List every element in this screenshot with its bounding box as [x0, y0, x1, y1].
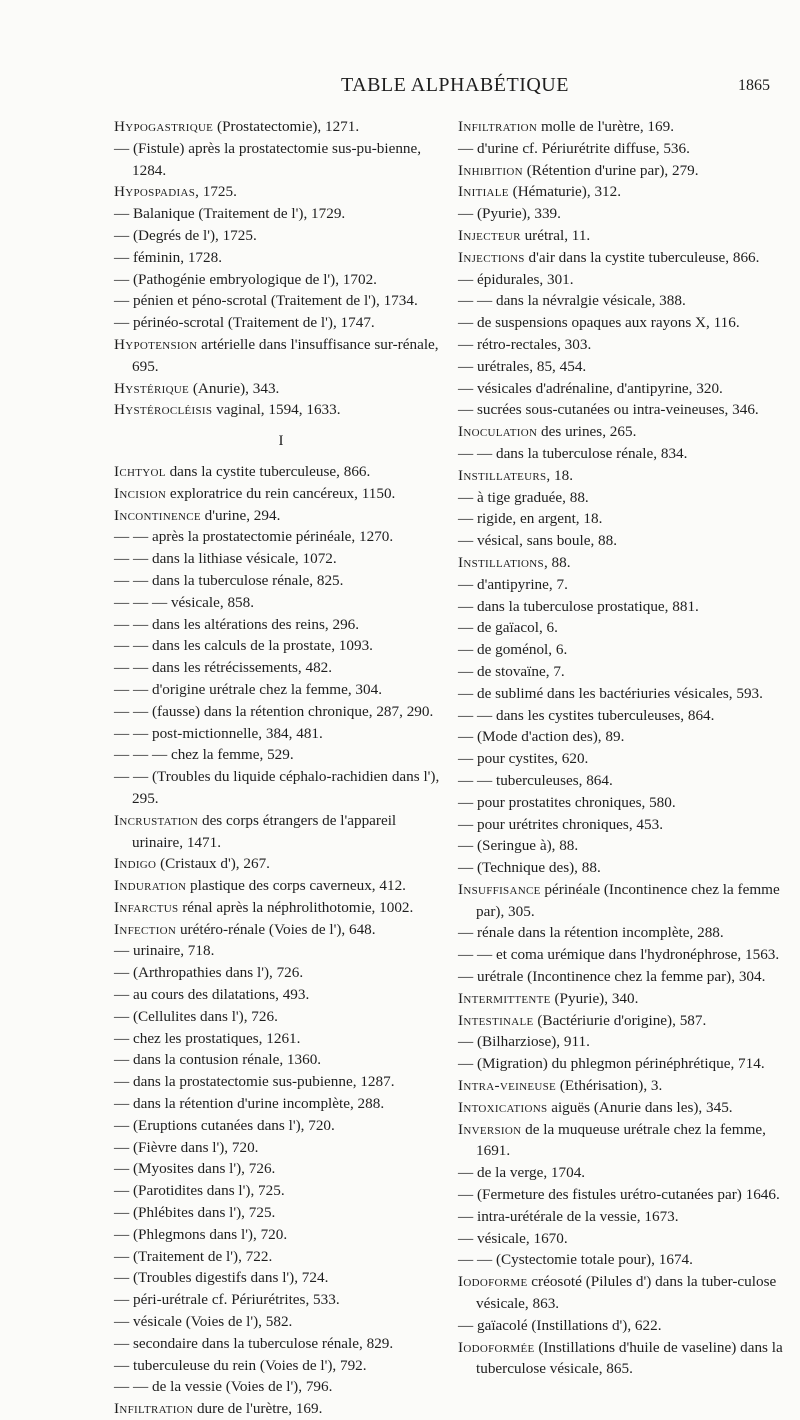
entry-text: — — (Cystectomie totale pour), 1674.: [458, 1251, 693, 1269]
entry-text: — — (fausse) dans la rétention chronique, 287, 290.: [114, 702, 434, 720]
entry-text: — — — vésicale, 858.: [114, 593, 255, 611]
index-entry: [114, 875, 448, 897]
index-entry: [114, 984, 448, 1006]
index-entry: [114, 290, 448, 312]
index-entry: [114, 548, 448, 570]
entry-headword: Infiltration: [458, 118, 538, 135]
entry-text: — au cours des dilatations, 493.: [114, 986, 310, 1004]
entry-text: des urines, 265.: [537, 423, 637, 441]
index-entry: [458, 247, 794, 269]
entry-headword: Hypotension: [114, 335, 198, 353]
index-entry: [458, 770, 794, 792]
index-entry: [458, 705, 794, 727]
index-entry: [458, 835, 794, 857]
index-column-left: [114, 116, 448, 1420]
index-entry: [458, 944, 794, 966]
entry-headword: Inhibition: [458, 161, 523, 179]
index-entry: [458, 1075, 794, 1097]
index-entry: [114, 181, 448, 203]
index-entry: [458, 160, 794, 182]
entry-headword: Hypogastrique: [114, 118, 214, 135]
entry-text: — périnéo-scrotal (Traitement de l'), 1747.: [114, 314, 375, 332]
index-entry: [458, 530, 794, 552]
entry-text: — — d'origine urétrale chez la femme, 304.: [114, 680, 382, 698]
entry-text: — rigide, en argent, 18.: [458, 510, 603, 528]
entry-text: (Prostatectomie), 1271.: [213, 118, 360, 135]
entry-headword: Instillateurs: [458, 466, 547, 484]
index-entry: [114, 225, 448, 247]
entry-text: — dans la prostatectomie sus-pubienne, 1287.: [114, 1073, 395, 1091]
entry-text: , 88.: [543, 553, 571, 571]
index-entry: [458, 1162, 794, 1184]
entry-text: — de gaïacol, 6.: [458, 619, 558, 637]
entry-text: — rétro-rectales, 303.: [458, 335, 592, 353]
index-entry: [114, 526, 448, 548]
index-entry: [114, 334, 448, 378]
index-entry: [114, 138, 448, 182]
entry-text: aiguës (Anurie dans les), 345.: [547, 1098, 733, 1116]
entry-text: — (Degrés de l'), 1725.: [114, 226, 257, 244]
entry-text: urétral, 11.: [520, 226, 591, 244]
index-entry: [114, 1180, 448, 1202]
entry-text: — (Pathogénie embryologique de l'), 1702.: [114, 270, 377, 288]
entry-headword: Intestinale: [458, 1011, 534, 1029]
index-entry: [458, 1337, 794, 1381]
entry-text: — (Eruptions cutanées dans l'), 720.: [114, 1116, 335, 1134]
index-entry: [458, 748, 794, 770]
entry-text: (Anurie), 343.: [189, 379, 280, 397]
index-entry: [114, 744, 448, 766]
index-entry: [114, 1376, 448, 1398]
index-entry: [458, 857, 794, 879]
entry-text: — — post-mictionnelle, 384, 481.: [114, 724, 323, 742]
entry-text: — (Phlébites dans l'), 725.: [114, 1204, 276, 1222]
entry-text: — dans la rétention d'urine incomplète, 288.: [114, 1095, 385, 1113]
entry-headword: Intoxications: [458, 1098, 548, 1116]
index-entry: [458, 617, 794, 639]
entry-text: — — après la prostatectomie périnéale, 1270.: [114, 528, 394, 546]
entry-text: — intra-urétérale de la vessie, 1673.: [458, 1207, 679, 1225]
index-entry: [114, 962, 448, 984]
index-entry: [458, 116, 794, 138]
index-entry: [458, 269, 794, 291]
index-entry: [114, 1071, 448, 1093]
entry-text: — vésicale (Voies de l'), 582.: [114, 1313, 293, 1331]
index-entry: [458, 508, 794, 530]
entry-headword: Injections: [458, 248, 525, 266]
index-entry: [114, 399, 448, 421]
index-entry: [114, 1006, 448, 1028]
index-entry: [458, 814, 794, 836]
entry-text: — sucrées sous-cutanées ou intra-veineuses, 346.: [458, 401, 759, 419]
entry-text: — (Fistule) après la prostatectomie sus-pu-bienne, 1284.: [114, 139, 422, 179]
index-entry: [458, 1228, 794, 1250]
index-entry: [114, 1137, 448, 1159]
entry-text: — féminin, 1728.: [114, 248, 222, 266]
index-entry: [114, 1158, 448, 1180]
entry-headword: Hystérocléisis: [114, 401, 213, 419]
index-entry: [458, 639, 794, 661]
entry-text: — (Parotidites dans l'), 725.: [114, 1182, 285, 1200]
entry-text: — de la verge, 1704.: [458, 1164, 586, 1182]
entry-text: — de goménol, 6.: [458, 641, 568, 659]
index-entry: [458, 443, 794, 465]
entry-headword: Induration: [114, 877, 187, 895]
entry-headword: Instillations: [458, 553, 544, 571]
entry-headword: Infarctus: [114, 898, 179, 916]
index-entry: [114, 1115, 448, 1137]
entry-headword: Iodoforme: [458, 1273, 528, 1291]
index-entry: [114, 810, 448, 854]
entry-text: — de sublimé dans les bactériuries vésicales, 593.: [458, 684, 763, 702]
entry-headword: Intra-veineuse: [458, 1077, 557, 1095]
index-entry: [114, 1093, 448, 1115]
entry-text: — (Cellulites dans l'), 726.: [114, 1007, 278, 1025]
index-entry: [458, 1249, 794, 1271]
entry-headword: Inversion: [458, 1120, 522, 1138]
page-number: 1865: [738, 77, 770, 94]
index-entry: [114, 1355, 448, 1377]
index-entry: [458, 574, 794, 596]
index-entry: [458, 1206, 794, 1228]
entry-text: — (Troubles digestifs dans l'), 724.: [114, 1269, 329, 1287]
entry-text: — (Traitement de l'), 722.: [114, 1247, 273, 1265]
entry-text: — à tige graduée, 88.: [458, 488, 589, 506]
index-entry: [458, 1053, 794, 1075]
index-entry: [114, 940, 448, 962]
entry-text: — vésicales d'adrénaline, d'antipyrine, 320.: [458, 379, 723, 397]
entry-text: de la muqueuse urétrale chez la femme, 1691.: [476, 1120, 766, 1160]
index-entry: [458, 596, 794, 618]
index-entry: [458, 290, 794, 312]
entry-text: vaginal, 1594, 1633.: [212, 401, 341, 419]
entry-text: — pour prostatites chroniques, 580.: [458, 793, 676, 811]
index-entry: [114, 247, 448, 269]
entry-text: — — tuberculeuses, 864.: [458, 771, 613, 789]
index-entry: [114, 1398, 448, 1420]
entry-text: — gaïacolé (Instillations d'), 622.: [458, 1316, 662, 1334]
entry-text: — (Mode d'action des), 89.: [458, 728, 625, 746]
entry-text: — (Seringue à), 88.: [458, 837, 579, 855]
index-entry: [458, 792, 794, 814]
entry-text: — Balanique (Traitement de l'), 1729.: [114, 205, 346, 223]
entry-headword: Inoculation: [458, 423, 538, 441]
entry-text: — (Pyurie), 339.: [458, 205, 561, 223]
entry-headword: Intermittente: [458, 989, 551, 1007]
entry-text: — urétrales, 85, 454.: [458, 357, 587, 375]
entry-headword: Infection: [114, 920, 177, 938]
entry-headword: Initiale: [458, 183, 509, 201]
entry-text: — rénale dans la rétention incomplète, 288.: [458, 924, 724, 942]
entry-text: dure de l'urètre, 169.: [193, 1400, 323, 1418]
index-entry: [114, 203, 448, 225]
index-entry: [458, 1097, 794, 1119]
entry-text: — pour cystites, 620.: [458, 750, 589, 768]
index-entry: [458, 203, 794, 225]
index-entry: [114, 483, 448, 505]
index-entry: [114, 1246, 448, 1268]
index-entry: [458, 334, 794, 356]
entry-headword: Infiltration: [114, 1400, 194, 1418]
entry-text: urétéro-rénale (Voies de l'), 648.: [176, 920, 376, 938]
entry-text: — vésicale, 1670.: [458, 1229, 568, 1247]
entry-text: (Rétention d'urine par), 279.: [522, 161, 699, 179]
entry-text: — (Bilharziose), 911.: [458, 1033, 590, 1051]
entry-headword: Iodoformée: [458, 1338, 535, 1356]
index-entry: [458, 138, 794, 160]
index-entry: [114, 1202, 448, 1224]
entry-text: , 18.: [546, 466, 573, 484]
index-entry: [114, 657, 448, 679]
entry-text: — — dans les rétrécissements, 482.: [114, 659, 333, 677]
index-entry: [114, 1028, 448, 1050]
entry-text: — — (Troubles du liquide céphalo-rachidien dans l'), 295.: [114, 768, 440, 807]
entry-text: molle de l'urètre, 169.: [537, 118, 675, 135]
entry-text: (Pyurie), 340.: [550, 989, 639, 1007]
entry-headword: Hystérique: [114, 379, 190, 397]
index-entry: [114, 1049, 448, 1071]
entry-text: (Hématurie), 312.: [508, 183, 622, 201]
entry-headword: Incision: [114, 484, 167, 502]
entry-text: des corps étrangers de l'appareil urinaire, 1471.: [132, 811, 397, 851]
index-entry: [114, 1224, 448, 1246]
index-entry: [458, 312, 794, 334]
entry-text: — dans la contusion rénale, 1360.: [114, 1051, 322, 1069]
index-entry: [114, 312, 448, 334]
entry-text: — péri-urétrale cf. Périurétrites, 533.: [114, 1291, 340, 1309]
entry-text: dans la cystite tuberculeuse, 866.: [165, 462, 371, 480]
entry-text: — pénien et péno-scrotal (Traitement de l'), 1734.: [114, 292, 418, 310]
entry-text: — — — chez la femme, 529.: [114, 746, 294, 764]
entry-headword: Insuffisance: [458, 880, 541, 898]
index-entry: [114, 1333, 448, 1355]
entry-text: — — de la vessie (Voies de l'), 796.: [114, 1378, 333, 1396]
entry-text: créosoté (Pilules d') dans la tuber-culose vésicale, 863.: [476, 1273, 777, 1313]
index-entry: [114, 919, 448, 941]
index-entry: [458, 922, 794, 944]
entry-text: — tuberculeuse du rein (Voies de l'), 792.: [114, 1356, 367, 1374]
entry-text: — — dans la névralgie vésicale, 388.: [458, 292, 686, 310]
index-entry: [114, 723, 448, 745]
entry-text: — — dans les calculs de la prostate, 1093.: [114, 637, 373, 655]
index-entry: [458, 1119, 794, 1163]
index-entry: [458, 988, 794, 1010]
index-entry: [458, 487, 794, 509]
entry-text: (Cristaux d'), 267.: [156, 855, 270, 873]
index-entry: [114, 505, 448, 527]
entry-text: — — dans la lithiase vésicale, 1072.: [114, 550, 337, 568]
index-entry: [458, 552, 794, 574]
page-header: [110, 74, 800, 100]
entry-headword: Injecteur: [458, 226, 521, 244]
entry-text: — pour urétrites chroniques, 453.: [458, 815, 663, 833]
entry-text: — — dans les cystites tuberculeuses, 864.: [458, 706, 715, 724]
index-entry: [458, 1315, 794, 1337]
index-entry: [114, 378, 448, 400]
entry-text: — — et coma urémique dans l'hydronéphrose, 1563.: [458, 946, 780, 964]
index-entry: [458, 726, 794, 748]
entry-text: (Instillations d'huile de vaseline) dans la tuberculose vésicale, 865.: [476, 1338, 783, 1378]
index-entry: [114, 1311, 448, 1333]
index-entry: [458, 378, 794, 400]
index-entry: [458, 966, 794, 988]
page-title: TABLE ALPHABÉTIQUE: [341, 74, 569, 96]
entry-headword: Incontinence: [114, 506, 201, 524]
index-entry: [114, 701, 448, 723]
entry-text: — — dans la tuberculose rénale, 834.: [458, 444, 688, 462]
section-letter: I: [278, 433, 284, 450]
index-entry: [458, 1010, 794, 1032]
entry-text: rénal après la néphrolithotomie, 1002.: [178, 898, 414, 916]
entry-text: — de suspensions opaques aux rayons X, 116.: [458, 314, 740, 332]
index-entry: [458, 1271, 794, 1315]
index-entry: [114, 116, 448, 138]
entry-text: exploratrice du rein cancéreux, 1150.: [166, 484, 396, 502]
entry-text: — vésical, sans boule, 88.: [458, 532, 618, 550]
entry-text: — épidurales, 301.: [458, 270, 574, 288]
entry-text: — — dans la tuberculose rénale, 825.: [114, 571, 344, 589]
index-entry: [114, 679, 448, 701]
index-entry: [114, 461, 448, 483]
entry-text: — (Phlegmons dans l'), 720.: [114, 1225, 288, 1243]
entry-headword: Incrustation: [114, 811, 199, 829]
entry-text: d'urine, 294.: [200, 506, 281, 524]
index-entry: [458, 465, 794, 487]
entry-text: — (Arthropathies dans l'), 726.: [114, 964, 304, 982]
entry-text: — (Migration) du phlegmon périnéphrétique, 714.: [458, 1055, 765, 1073]
entry-text: — (Fermeture des fistules urétro-cutanées par) 1646.: [458, 1186, 780, 1204]
entry-text: — secondaire dans la tuberculose rénale, 829.: [114, 1334, 394, 1352]
entry-text: (Ethérisation), 3.: [556, 1077, 663, 1095]
index-entry: [114, 592, 448, 614]
entry-text: artérielle dans l'insuffisance sur-rénale, 695.: [132, 335, 439, 375]
index-entry: [114, 570, 448, 592]
entry-headword: Hypospadias: [114, 183, 196, 201]
entry-text: d'air dans la cystite tuberculeuse, 866.: [524, 248, 760, 266]
entry-text: périnéale (Incontinence chez la femme par), 305.: [476, 880, 780, 920]
index-entry: [114, 1267, 448, 1289]
entry-text: — dans la tuberculose prostatique, 881.: [458, 597, 699, 615]
entry-text: — urinaire, 718.: [114, 942, 215, 960]
index-entry: [114, 766, 448, 810]
index-entry: [458, 225, 794, 247]
index-entry: [458, 1184, 794, 1206]
entry-text: — (Fièvre dans l'), 720.: [114, 1138, 259, 1156]
entry-text: — (Myosites dans l'), 726.: [114, 1160, 276, 1178]
index-entry: [114, 1289, 448, 1311]
entry-text: — chez les prostatiques, 1261.: [114, 1029, 301, 1047]
entry-text: — urétrale (Incontinence chez la femme par), 304.: [458, 968, 766, 986]
index-entry: [458, 683, 794, 705]
index-entry: [114, 853, 448, 875]
entry-text: (Bactériurie d'origine), 587.: [533, 1011, 707, 1029]
index-entry: [458, 1031, 794, 1053]
entry-text: — d'urine cf. Périurétrite diffuse, 536.: [458, 139, 690, 157]
index-entry: [458, 661, 794, 683]
entry-text: , 1725.: [195, 183, 237, 201]
index-entry: [458, 421, 794, 443]
entry-text: — (Technique des), 88.: [458, 859, 601, 877]
entry-text: — d'antipyrine, 7.: [458, 575, 568, 593]
index-entry: [458, 879, 794, 923]
index-entry: [458, 399, 794, 421]
entry-headword: Indigo: [114, 855, 157, 873]
index-column-right: [458, 116, 794, 1380]
entry-text: — — dans les altérations des reins, 296.: [114, 615, 360, 633]
index-entry: [114, 635, 448, 657]
entry-text: — de stovaïne, 7.: [458, 662, 565, 680]
entry-text: plastique des corps caverneux, 412.: [186, 877, 406, 895]
index-entry: [114, 897, 448, 919]
index-entry: [114, 614, 448, 636]
index-entry: [114, 269, 448, 291]
entry-headword: Ichtyol: [114, 462, 166, 480]
index-entry: [458, 356, 794, 378]
index-entry: [458, 181, 794, 203]
